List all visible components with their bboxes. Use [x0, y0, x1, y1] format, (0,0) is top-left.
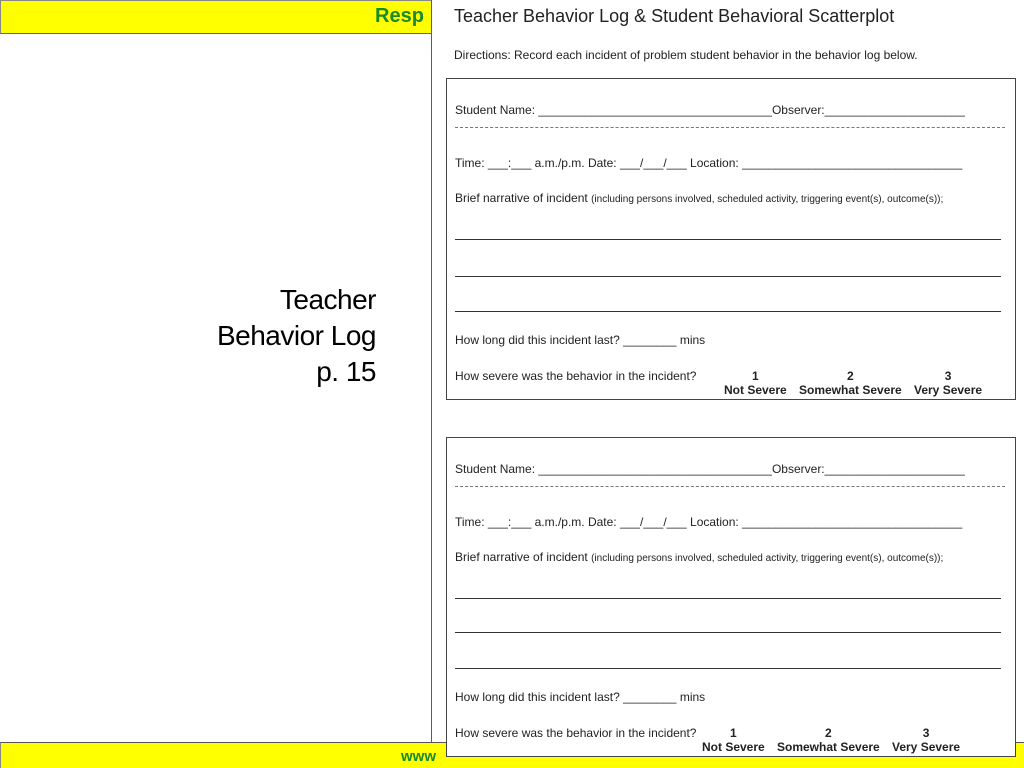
student-name-line: Student Name: ___________________________________Observer:_____________________	[455, 103, 965, 117]
narrative-hint: (including persons involved, scheduled activity, triggering event(s), outcome(s));	[591, 194, 944, 205]
severity-label: Somewhat Severe	[799, 383, 902, 397]
narrative-label-text: Brief narrative of incident	[455, 191, 588, 205]
caption-line-1: Teacher	[279, 284, 376, 315]
document-directions: Directions: Record each incident of problem student behavior in the behavior log below.	[454, 48, 918, 62]
severity-label: Not Severe	[702, 740, 765, 754]
caption-line-2: Behavior Log	[216, 320, 376, 351]
severity-label: Very Severe	[892, 740, 961, 754]
slide-footer-text: www	[401, 748, 437, 765]
slide-header-title: Resp	[375, 5, 424, 27]
narrative-write-line	[455, 668, 1001, 669]
narrative-label	[455, 191, 943, 205]
dashed-divider	[455, 127, 1005, 128]
severity-label: Not Severe	[724, 383, 787, 397]
slide-caption	[217, 282, 376, 390]
severity-question: How severe was the behavior in the incident?	[455, 369, 697, 383]
narrative-write-line	[455, 311, 1001, 312]
student-name-line: Student Name: ___________________________________Observer:_____________________	[455, 462, 965, 476]
narrative-write-line	[455, 276, 1001, 277]
narrative-write-line	[455, 598, 1001, 599]
narrative-hint: (including persons involved, scheduled activity, triggering event(s), outcome(s));	[591, 553, 944, 564]
severity-number: 3	[922, 726, 930, 740]
severity-option-3	[892, 726, 960, 754]
severity-question: How severe was the behavior in the incident?	[455, 726, 697, 740]
document-image	[432, 0, 1024, 754]
severity-number: 1	[730, 726, 737, 740]
narrative-label-text: Brief narrative of incident	[455, 550, 588, 564]
narrative-write-line	[455, 632, 1001, 633]
duration-line: How long did this incident last? ________ mins	[455, 690, 706, 704]
severity-number: 1	[752, 369, 759, 383]
behavior-log-form-2	[446, 437, 1016, 757]
behavior-log-form-1	[446, 78, 1016, 400]
severity-option-1	[702, 726, 765, 754]
narrative-write-line	[455, 239, 1001, 240]
dashed-divider	[455, 486, 1005, 487]
severity-option-2	[799, 369, 902, 397]
severity-option-2	[777, 726, 880, 754]
severity-number: 3	[944, 369, 952, 383]
severity-number: 2	[847, 369, 854, 383]
severity-option-3	[914, 369, 982, 397]
severity-option-1	[724, 369, 787, 397]
severity-label: Very Severe	[914, 383, 983, 397]
time-date-location-line: Time: ___:___ a.m./p.m. Date: ___/___/___ Location: _________________________________	[455, 156, 963, 170]
caption-line-3: p. 15	[316, 356, 376, 387]
severity-label: Somewhat Severe	[777, 740, 880, 754]
narrative-label	[455, 550, 943, 564]
severity-number: 2	[825, 726, 832, 740]
duration-line: How long did this incident last? ________ mins	[455, 333, 706, 347]
time-date-location-line: Time: ___:___ a.m./p.m. Date: ___/___/___ Location: _________________________________	[455, 515, 963, 529]
document-title: Teacher Behavior Log & Student Behavioral Scatterplot	[454, 6, 895, 26]
